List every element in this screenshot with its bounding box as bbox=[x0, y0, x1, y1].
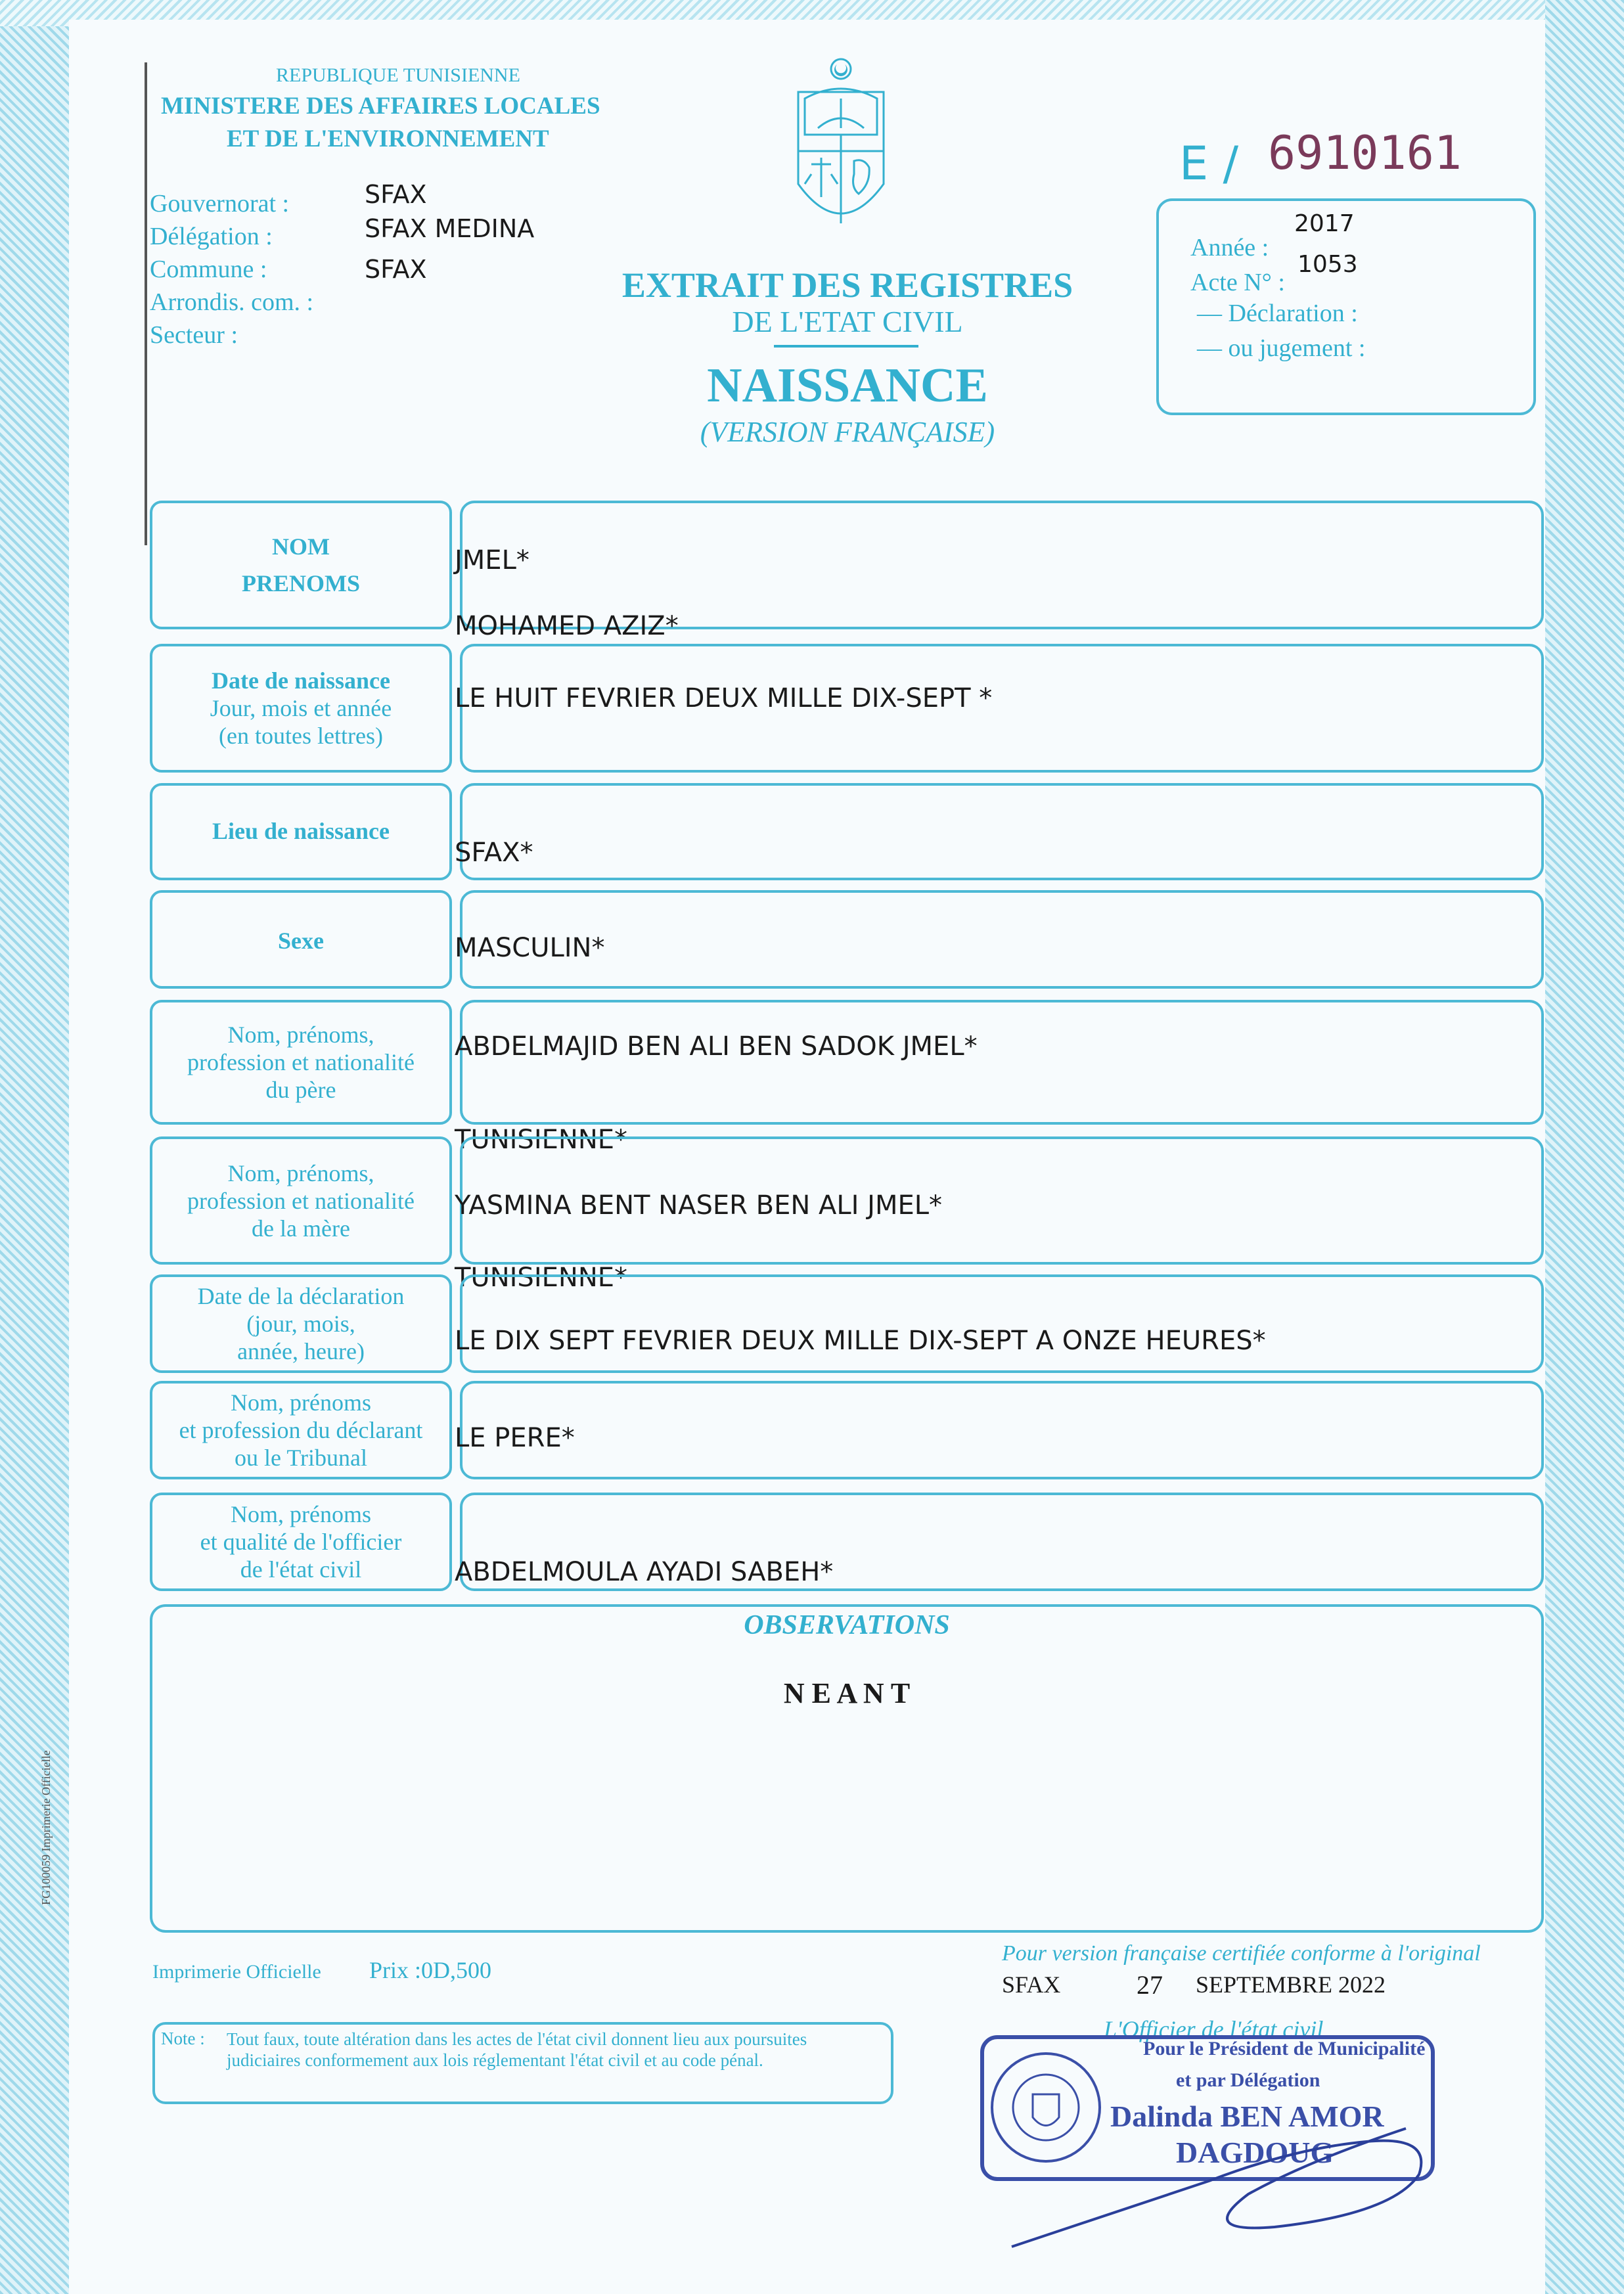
label-declarant-line2: et profession du déclarant bbox=[179, 1417, 423, 1443]
note-text: Tout faux, toute altération dans les actes de l'état civil donnent lieu aux poursuites judiciaires conformement aux lois réglementant l'état civil et au code pénal. bbox=[227, 2029, 807, 2070]
acte-number-label: Acte N° : bbox=[1190, 269, 1285, 296]
certified-day: 27 bbox=[1137, 1970, 1163, 2000]
gouvernorat-value: SFAX bbox=[365, 180, 427, 209]
gouvernorat-label: Gouvernorat : bbox=[150, 190, 290, 217]
label-date-naissance bbox=[150, 644, 452, 773]
prix-label: Prix :0D,500 bbox=[369, 1957, 492, 1983]
label-mere-line3: de la mère bbox=[252, 1215, 350, 1242]
value-mere-nationalite: TUNISIENNE* bbox=[455, 1263, 628, 1293]
label-lieu-naissance bbox=[150, 783, 452, 880]
value-date-declaration: LE DIX SEPT FEVRIER DEUX MILLE DIX-SEPT A ONZE HEURES* bbox=[455, 1326, 1266, 1356]
label-declarant bbox=[150, 1381, 452, 1479]
label-mere-line1: Nom, prénoms, bbox=[227, 1159, 374, 1186]
officer-label: L'Officier de l'état civil bbox=[1104, 2016, 1324, 2042]
value-pere-nom: ABDELMAJID BEN ALI BEN SADOK JMEL* bbox=[455, 1031, 978, 1062]
label-date-naissance-sub2: (en toutes lettres) bbox=[219, 723, 383, 749]
title-version: (VERSION FRANÇAISE) bbox=[700, 416, 995, 448]
label-declarant-line3: ou le Tribunal bbox=[234, 1445, 368, 1471]
label-pere bbox=[150, 1000, 452, 1125]
certified-place: SFAX bbox=[1002, 1971, 1061, 1998]
label-date-declaration-line1: Date de la déclaration bbox=[197, 1283, 405, 1309]
label-nom-prenoms bbox=[150, 501, 452, 629]
value-box-declarant bbox=[460, 1381, 1544, 1479]
label-date-naissance-sub1: Jour, mois et année bbox=[210, 695, 392, 721]
observations-box bbox=[150, 1604, 1544, 1933]
label-officier bbox=[150, 1493, 452, 1591]
value-box-date-declaration bbox=[460, 1274, 1544, 1373]
certified-text: Pour version française certifiée conforme à l'original bbox=[1002, 1941, 1481, 1966]
value-officier: ABDELMOULA AYADI SABEH* bbox=[455, 1557, 834, 1587]
jugement-label: — ou jugement : bbox=[1197, 334, 1366, 362]
side-print-text: FG100059 Imprimerie Officielle bbox=[39, 1750, 53, 1905]
value-box-lieu-naissance bbox=[460, 783, 1544, 880]
value-prenoms: MOHAMED AZIZ* bbox=[455, 611, 679, 641]
value-box-nom-prenoms bbox=[460, 501, 1544, 629]
observations-value: N E A N T bbox=[783, 1677, 911, 1709]
title-divider bbox=[774, 345, 918, 348]
label-sexe-title: Sexe bbox=[278, 928, 324, 954]
value-mere-nom: YASMINA BENT NASER BEN ALI JMEL* bbox=[455, 1190, 943, 1221]
label-pere-line3: du père bbox=[265, 1077, 336, 1103]
value-pere-nationalite: TUNISIENNE* bbox=[455, 1125, 628, 1155]
label-date-declaration-line3: année, heure) bbox=[237, 1338, 365, 1364]
value-box-sexe bbox=[460, 890, 1544, 989]
stamp-line4: DAGDOUG bbox=[1176, 2136, 1334, 2169]
commune-label: Commune : bbox=[150, 256, 267, 283]
label-officier-line3: de l'état civil bbox=[240, 1556, 362, 1583]
delegation-value: SFAX MEDINA bbox=[365, 214, 535, 243]
left-margin-line bbox=[145, 62, 147, 545]
declaration-label: — Déclaration : bbox=[1197, 300, 1358, 327]
arrondissement-label: Arrondis. com. : bbox=[150, 288, 314, 316]
observations-title: OBSERVATIONS bbox=[744, 1610, 950, 1640]
label-nom: NOM bbox=[272, 533, 330, 560]
serial-number: 6910161 bbox=[1268, 126, 1462, 180]
label-officier-line1: Nom, prénoms bbox=[231, 1501, 371, 1527]
label-pere-line2: profession et nationalité bbox=[187, 1049, 415, 1075]
serial-prefix: E / bbox=[1179, 137, 1239, 191]
label-date-declaration bbox=[150, 1274, 452, 1373]
acte-number-value: 1053 bbox=[1297, 251, 1358, 278]
decorative-border-right bbox=[1545, 0, 1624, 2294]
stamp-line3: Dalinda BEN AMOR bbox=[1110, 2100, 1384, 2133]
republic-label: REPUBLIQUE TUNISIENNE bbox=[276, 64, 520, 86]
imprimerie-label: Imprimerie Officielle bbox=[152, 1961, 321, 1983]
label-sexe bbox=[150, 890, 452, 989]
value-date-naissance: LE HUIT FEVRIER DEUX MILLE DIX-SEPT * bbox=[455, 683, 993, 713]
label-pere-line1: Nom, prénoms, bbox=[227, 1022, 374, 1048]
coat-of-arms-emblem bbox=[785, 53, 897, 250]
value-sexe: MASCULIN* bbox=[455, 933, 605, 963]
label-mere-line2: profession et nationalité bbox=[187, 1187, 415, 1214]
label-prenoms: PRENOMS bbox=[242, 570, 360, 596]
value-lieu-naissance: SFAX* bbox=[455, 838, 533, 868]
value-box-pere bbox=[460, 1000, 1544, 1125]
label-lieu-naissance-title: Lieu de naissance bbox=[212, 818, 390, 844]
signature-scribble bbox=[999, 2089, 1458, 2260]
label-date-naissance-title: Date de naissance bbox=[212, 667, 390, 694]
annee-label: Année : bbox=[1190, 234, 1269, 261]
secteur-label: Secteur : bbox=[150, 321, 238, 349]
title-line2: DE L'ETAT CIVIL bbox=[732, 305, 963, 338]
certified-month-year: SEPTEMBRE 2022 bbox=[1196, 1971, 1386, 1998]
commune-value: SFAX bbox=[365, 255, 427, 284]
stamp-line1: Pour le Président de Municipalité bbox=[1143, 2038, 1426, 2059]
stamp-line2: et par Délégation bbox=[1176, 2069, 1320, 2091]
decorative-border-left bbox=[0, 0, 72, 2294]
title-line1: EXTRAIT DES REGISTRES bbox=[621, 265, 1073, 305]
note-label: Note : bbox=[161, 2029, 205, 2048]
label-officier-line2: et qualité de l'officier bbox=[200, 1529, 402, 1555]
value-nom: JMEL* bbox=[455, 545, 530, 575]
label-declarant-line1: Nom, prénoms bbox=[231, 1389, 371, 1416]
label-mere bbox=[150, 1136, 452, 1265]
ministry-line1: MINISTERE DES AFFAIRES LOCALES bbox=[161, 93, 600, 120]
title-naissance: NAISSANCE bbox=[707, 359, 988, 413]
annee-value: 2017 bbox=[1294, 210, 1355, 237]
label-date-declaration-line2: (jour, mois, bbox=[246, 1311, 355, 1337]
value-declarant: LE PERE* bbox=[455, 1423, 575, 1453]
ministry-line2: ET DE L'ENVIRONNEMENT bbox=[227, 125, 549, 152]
delegation-label: Délégation : bbox=[150, 223, 273, 250]
